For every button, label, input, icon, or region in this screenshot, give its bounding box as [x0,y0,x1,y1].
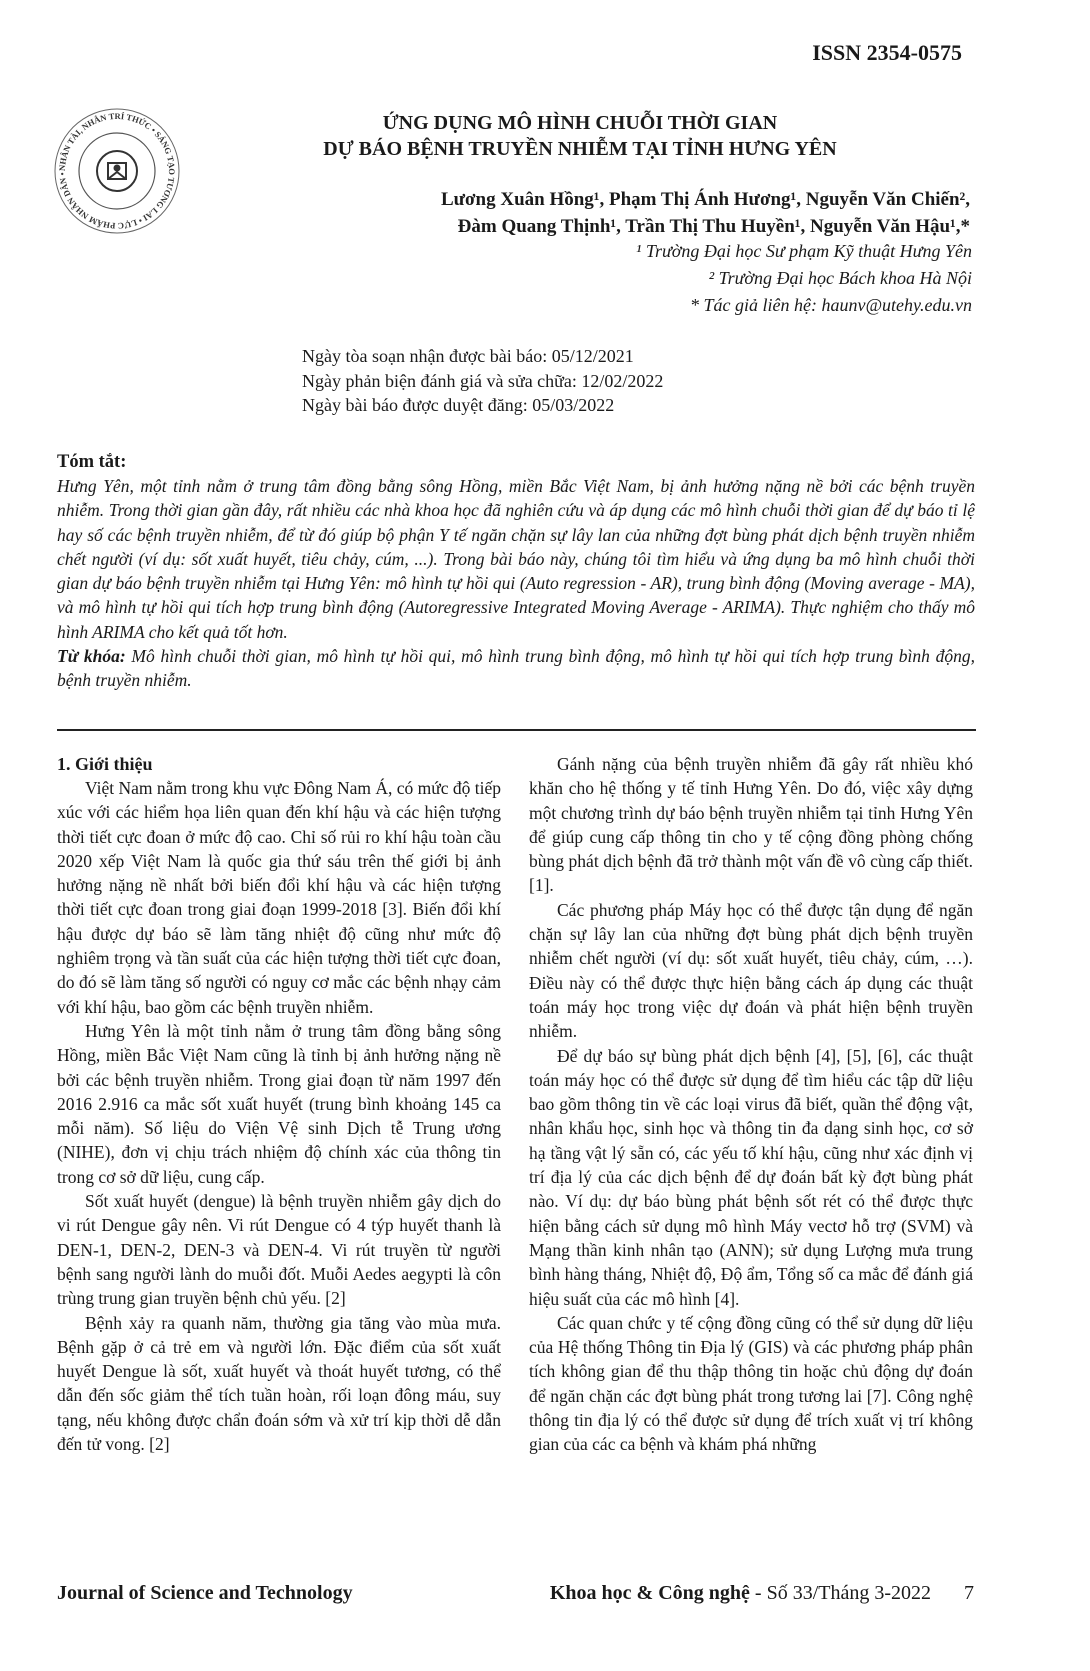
paragraph: Gánh nặng của bệnh truyền nhiễm đã gây rất nhiều khó khăn cho hệ thống y tế tỉnh Hưng Yên. Do đó, việc xây dựng một chương trình dự báo bệnh truyền nhiễm tại tỉnh Hưng Yên để giúp cung cấp thông tin cho y tế cộng đồng phòng chống bùng phát dịch bệnh đã trở thành một vấn đề vô cùng cấp thiết. [1]. [529,754,973,896]
section-heading: 1. Giới thiệu [57,754,153,774]
paragraph: Việt Nam nằm trong khu vực Đông Nam Á, có mức độ tiếp xúc với các hiểm họa liên quan đến khí hậu và các hiện tượng thời tiết cực đoan ở mức độ cao. Chỉ số rủi ro khí hậu toàn cầu 2020 xếp Việt Nam là quốc gia thứ sáu trên thế giới bị ảnh hưởng nặng nề nhất bởi biến đổi khí hậu và các hiện tượng thời tiết cực đoan trong giai đoạn 1999-2018 [3]. Biến đổi khí hậu được dự báo sẽ làm tăng nhiệt độ cũng như mức độ nghiêm trọng và tần suất của các hiện tượng thời tiết cực đoan, do đó sẽ làm tăng số người có nguy cơ mắc các bệnh nhạy cảm với khí hậu, bao gồm các bệnh truyền nhiễm. [57,778,501,1017]
paragraph: Hưng Yên là một tỉnh nằm ở trung tâm đồng bằng sông Hồng, miền Bắc Việt Nam cũng là tỉnh bị ảnh hưởng nặng nề bởi các bệnh truyền nhiễm. Trong giai đoạn từ năm 1997 đến 2016 2.916 ca mắc sốt xuất huyết (trung bình khoảng 145 ca mỗi năm). Số liệu do Viện Vệ sinh Dịch tễ Trung ương (NIHE), đơn vị chịu trách nhiệm độ chính xác của thông tin trong cơ sở dữ liệu, cung cấp. [57,1020,501,1187]
affiliation-2: ² Trường Đại học Bách khoa Hà Nội [708,268,972,288]
date-reviewed: Ngày phản biện đánh giá và sửa chữa: 12/02/2022 [302,370,664,391]
paragraph: Sốt xuất huyết (dengue) là bệnh truyền nhiễm gây dịch do vi rút Dengue gây nên. Vi rút Dengue có 4 týp huyết thanh là DEN-1, DEN-2, DEN-3 và DEN-4. Vi rút truyền từ người bệnh sang người lành do muỗi đốt. Muỗi Aedes aegypti là côn trùng trung gian truyền bệnh chủ yếu. [2] [57,1191,501,1309]
paragraph: Các quan chức y tế cộng đồng cũng có thể sử dụng dữ liệu của Hệ thống Thông tin Địa lý (GIS) và các phương pháp phân tích không gian để thu thập thông tin hoặc chủ động dự đoán để ngăn chặn các đợt bùng phát trong tương lai [7]. Công nghệ thông tin địa lý có thể được sử dụng để trích xuất vị trí không gian của các ca bệnh và khám phá những [529,1312,973,1455]
affiliations [636,238,972,319]
left-column [57,752,501,1456]
date-accepted: Ngày bài báo được duyệt đăng: 05/03/2022 [302,395,615,415]
corresponding-author: * Tác giả liên hệ: haunv@utehy.edu.vn [690,295,972,315]
keywords-text: Mô hình chuỗi thời gian, mô hình tự hồi qui, mô hình trung bình động, mô hình tự hồi qui tích hợp trung bình động, bệnh truyền nhiễm. [57,646,975,691]
footer-publication: Khoa học & Công nghệ [549,1582,750,1604]
title-line-1: ỨNG DỤNG MÔ HÌNH CHUỖI THỜI GIAN [382,112,778,134]
paragraph: Để dự báo sự bùng phát dịch bệnh [4], [5], [6], các thuật toán máy học có thể được sử dụng để tìm hiểu các tập dữ liệu bao gồm thông tin về các loại virus đã biết, quần thể động vật, nhân khẩu học, sinh học và thông tin đa dạng sinh học, cơ sở hạ tầng vật lý sẵn có, các yếu tố khí hậu, cũng như xác định vị trí địa lý của các dịch bệnh để dự đoán bất kỳ đợt bùng phát nào. Ví dụ: dự báo bùng phát bệnh sốt rét có thể được thực hiện bằng cách sử dụng mô hình Máy vectơ hỗ trợ (SVM) và Mạng thần kinh nhân tạo (ANN); sử dụng Lượng mưa trung bình hàng tháng, Nhiệt độ, Độ ẩm, Tổng số ca mắc để đánh giá hiệu suất của các mô hình [4]. [529,1045,973,1309]
issn-label: ISSN 2354-0575 [812,40,962,65]
paragraph: Các phương pháp Máy học có thể được tận dụng để ngăn chặn sự lây lan của những đợt bùng phát dịch bệnh truyền nhiễm chết người (ví dụ: sốt xuất huyết, tiêu chảy, cúm, …). Điều này có thể được thực hiện bằng cách áp dụng các thuật toán máy học trong việc dự đoán và phát hiện bệnh truyền nhiễm. [529,899,973,1042]
right-column [529,752,973,1457]
keywords-label: Từ khóa: [57,646,126,667]
author-list [441,186,970,240]
logo-ring-text: NHÂN TÀI, NHÂN TRÍ THỨC • SÁNG TẠO TƯƠNG LAI • LỰC PHẨM NHÂN DÂN • [56,110,178,232]
page-footer [57,1582,974,1610]
submission-dates [302,344,663,418]
date-received: Ngày tòa soạn nhận được bài báo: 05/12/2021 [302,346,634,366]
authors-line-2: Đàm Quang Thịnh¹, Trần Thị Thu Huyền¹, Nguyễn Văn Hậu¹,* [457,216,970,237]
abstract-heading: Tóm tắt: [57,452,127,472]
footer-issue: - Số 33/Tháng 3-2022 [754,1582,931,1604]
section-divider [57,729,976,731]
footer-issue-info [550,1582,974,1605]
authors-line-1: Lương Xuân Hồng¹, Phạm Thị Ánh Hương¹, Nguyễn Văn Chiến², [440,189,970,210]
abstract-body: Hưng Yên, một tỉnh nằm ở trung tâm đồng bằng sông Hồng, miền Bắc Việt Nam, bị ảnh hưởng nặng nề bởi các bệnh truyền nhiễm. Trong thời gian gần đây, rất nhiều các nhà khoa học đã nghiên cứu và áp dụng các mô hình chuỗi thời gian để dự báo tỉ lệ hay số các bệnh truyền nhiễm, để từ đó giúp bộ phận Y tế ngăn chặn sự lây lan của những đợt bùng phát dịch bệnh truyền nhiễm chết người (ví dụ: sốt xuất huyết, tiêu chảy, cúm, ...). Trong bài báo này, chúng tôi tìm hiểu và ứng dụng ba mô hình chuỗi thời gian dự báo bệnh truyền nhiễm tại Hưng Yên: mô hình tự hồi qui (Auto regression - AR), trung bình động (Moving average - MA), và mô hình tự hồi qui tích hợp trung bình động (Autoregressive Integrated Moving Average - ARIMA). Thực nghiệm cho thấy mô hình ARIMA cho kết quả tốt hơn. [57,476,975,642]
affiliation-1: ¹ Trường Đại học Sư phạm Kỹ thuật Hưng Yên [636,241,972,261]
journal-logo [48,102,186,240]
logo-seal-icon [48,102,186,240]
abstract [57,474,975,693]
footer-journal-name: Journal of Science and Technology [57,1582,353,1604]
paper-title [220,110,940,162]
title-line-2: DỰ BÁO BỆNH TRUYỀN NHIỄM TẠI TỈNH HƯNG YÊN [323,138,837,160]
page-number: 7 [964,1582,974,1604]
paragraph: Bệnh xảy ra quanh năm, thường gia tăng vào mùa mưa. Bệnh gặp ở cả trẻ em và người lớn. Đặc điểm của sốt xuất huyết Dengue là sốt, xuất huyết và thoát huyết tương, có thể dẫn đến sốc giảm thể tích tuần hoàn, rối loạn đông máu, suy tạng, nếu không được chẩn đoán sớm và xử trí kịp thời dễ dẫn đến tử vong. [2] [57,1312,501,1455]
